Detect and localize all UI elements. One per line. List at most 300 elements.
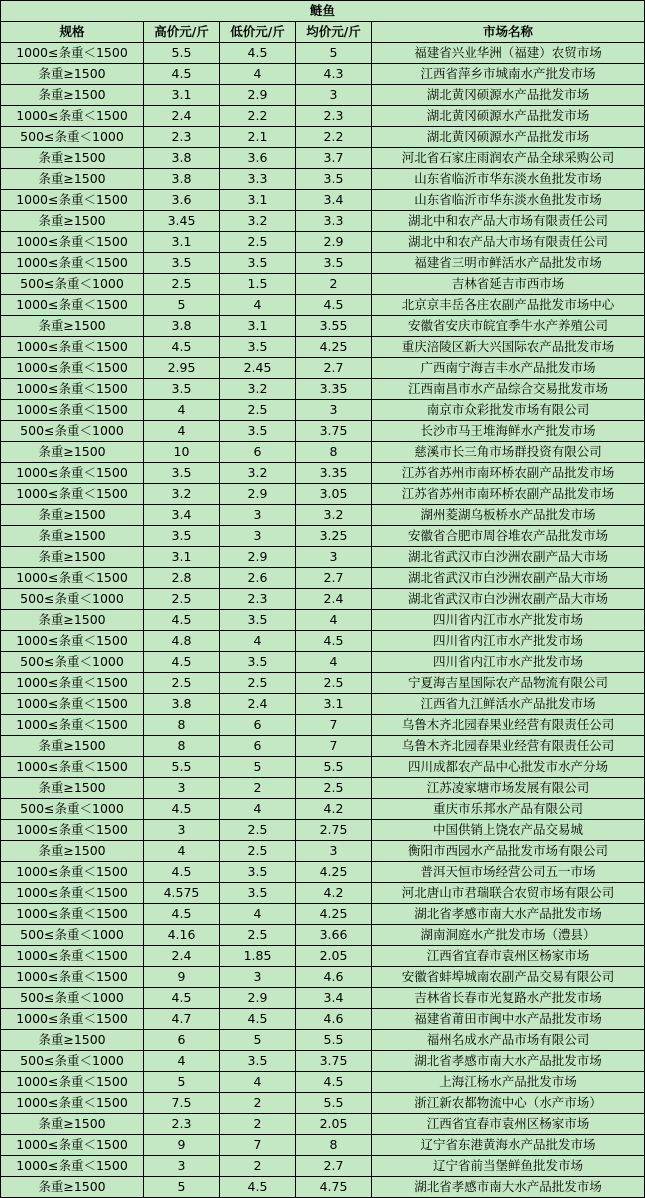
cell-high-price: 3.2 xyxy=(144,484,220,505)
table-row xyxy=(1,883,645,904)
cell-high-price: 5 xyxy=(144,1177,220,1198)
header-low-price: 低价元/斤 xyxy=(220,22,296,43)
cell-spec: 1000≤条重＜1500 xyxy=(1,43,144,64)
cell-avg-price: 4.25 xyxy=(296,862,372,883)
cell-high-price: 4.7 xyxy=(144,1009,220,1030)
cell-high-price: 3 xyxy=(144,1156,220,1177)
table-row xyxy=(1,547,645,568)
cell-high-price: 2.3 xyxy=(144,1114,220,1135)
cell-spec: 1000≤条重＜1500 xyxy=(1,967,144,988)
cell-avg-price: 3.7 xyxy=(296,148,372,169)
cell-market-name: 安徽省合肥市周谷堆农产品批发市场 xyxy=(372,526,645,547)
cell-low-price: 3 xyxy=(220,505,296,526)
cell-low-price: 5 xyxy=(220,1030,296,1051)
cell-market-name: 四川省内江市水产批发市场 xyxy=(372,631,645,652)
cell-market-name: 江西南昌市水产品综合交易批发市场 xyxy=(372,379,645,400)
cell-high-price: 8 xyxy=(144,736,220,757)
cell-high-price: 4.5 xyxy=(144,799,220,820)
cell-market-name: 江苏凌家塘市场发展有限公司 xyxy=(372,778,645,799)
cell-avg-price: 7 xyxy=(296,715,372,736)
cell-spec: 条重≥1500 xyxy=(1,736,144,757)
cell-high-price: 2.5 xyxy=(144,274,220,295)
cell-spec: 1000≤条重＜1500 xyxy=(1,820,144,841)
cell-avg-price: 3.4 xyxy=(296,988,372,1009)
cell-market-name: 乌鲁木齐北园春果业经营有限责任公司 xyxy=(372,736,645,757)
cell-high-price: 9 xyxy=(144,1135,220,1156)
cell-high-price: 4 xyxy=(144,1051,220,1072)
cell-market-name: 湖北省孝感市南大水产品批发市场 xyxy=(372,1051,645,1072)
table-row xyxy=(1,106,645,127)
cell-market-name: 长沙市马王堆海鲜水产批发市场 xyxy=(372,421,645,442)
cell-spec: 条重≥1500 xyxy=(1,505,144,526)
table-row xyxy=(1,1177,645,1198)
cell-high-price: 3 xyxy=(144,820,220,841)
cell-market-name: 湖南洞庭水产批发市场（澧县） xyxy=(372,925,645,946)
cell-spec: 条重≥1500 xyxy=(1,1114,144,1135)
cell-spec: 500≤条重＜1000 xyxy=(1,925,144,946)
cell-spec: 条重≥1500 xyxy=(1,610,144,631)
cell-low-price: 1.5 xyxy=(220,274,296,295)
cell-low-price: 2.5 xyxy=(220,400,296,421)
table-row xyxy=(1,526,645,547)
table-row xyxy=(1,967,645,988)
cell-spec: 1000≤条重＜1500 xyxy=(1,463,144,484)
cell-spec: 500≤条重＜1000 xyxy=(1,274,144,295)
cell-spec: 1000≤条重＜1500 xyxy=(1,1156,144,1177)
cell-low-price: 4 xyxy=(220,799,296,820)
cell-low-price: 2.9 xyxy=(220,547,296,568)
cell-high-price: 4.575 xyxy=(144,883,220,904)
cell-avg-price: 2.5 xyxy=(296,673,372,694)
cell-low-price: 3.2 xyxy=(220,463,296,484)
cell-market-name: 中国供销上饶农产品交易城 xyxy=(372,820,645,841)
cell-spec: 1000≤条重＜1500 xyxy=(1,904,144,925)
cell-market-name: 四川省内江市水产批发市场 xyxy=(372,610,645,631)
cell-avg-price: 3 xyxy=(296,400,372,421)
cell-market-name: 湖北黄冈硕源水产品批发市场 xyxy=(372,127,645,148)
cell-market-name: 福建省三明市鲜活水产品批发市场 xyxy=(372,253,645,274)
table-row xyxy=(1,862,645,883)
cell-low-price: 6 xyxy=(220,442,296,463)
cell-high-price: 10 xyxy=(144,442,220,463)
cell-spec: 500≤条重＜1000 xyxy=(1,799,144,820)
cell-spec: 1000≤条重＜1500 xyxy=(1,337,144,358)
cell-low-price: 3.5 xyxy=(220,253,296,274)
cell-low-price: 3.5 xyxy=(220,337,296,358)
cell-market-name: 吉林省延吉市西市场 xyxy=(372,274,645,295)
header-high-price: 高价元/斤 xyxy=(144,22,220,43)
table-row xyxy=(1,442,645,463)
cell-spec: 500≤条重＜1000 xyxy=(1,1051,144,1072)
cell-market-name: 宁夏海吉星国际农产品物流有限公司 xyxy=(372,673,645,694)
cell-market-name: 河北唐山市君瑞联合农贸市场有限公司 xyxy=(372,883,645,904)
cell-market-name: 浙江新农都物流中心（水产市场） xyxy=(372,1093,645,1114)
cell-market-name: 四川省内江市水产批发市场 xyxy=(372,652,645,673)
cell-market-name: 北京京丰岳各庄农副产品批发市场中心 xyxy=(372,295,645,316)
cell-market-name: 湖北省武汉市白沙洲农副产品大市场 xyxy=(372,547,645,568)
cell-avg-price: 3 xyxy=(296,85,372,106)
cell-spec: 500≤条重＜1000 xyxy=(1,988,144,1009)
cell-high-price: 4.8 xyxy=(144,631,220,652)
cell-spec: 1000≤条重＜1500 xyxy=(1,694,144,715)
cell-avg-price: 4.25 xyxy=(296,337,372,358)
cell-avg-price: 2.75 xyxy=(296,820,372,841)
cell-market-name: 湖北省武汉市白沙洲农副产品大市场 xyxy=(372,568,645,589)
cell-spec: 1000≤条重＜1500 xyxy=(1,883,144,904)
table-row xyxy=(1,820,645,841)
cell-spec: 1000≤条重＜1500 xyxy=(1,484,144,505)
table-row xyxy=(1,715,645,736)
cell-avg-price: 8 xyxy=(296,1135,372,1156)
cell-high-price: 4.5 xyxy=(144,610,220,631)
cell-market-name: 河北省石家庄雨润农产品全球采购公司 xyxy=(372,148,645,169)
cell-high-price: 3.8 xyxy=(144,694,220,715)
cell-spec: 1000≤条重＜1500 xyxy=(1,253,144,274)
cell-high-price: 4.16 xyxy=(144,925,220,946)
table-row xyxy=(1,211,645,232)
cell-spec: 条重≥1500 xyxy=(1,526,144,547)
cell-spec: 条重≥1500 xyxy=(1,148,144,169)
cell-market-name: 辽宁省前当堡鲜鱼批发市场 xyxy=(372,1156,645,1177)
table-title: 鲢鱼 xyxy=(1,1,645,22)
cell-market-name: 湖北省孝感市南大水产品批发市场 xyxy=(372,904,645,925)
cell-avg-price: 3.2 xyxy=(296,505,372,526)
table-row xyxy=(1,841,645,862)
cell-high-price: 9 xyxy=(144,967,220,988)
cell-low-price: 2 xyxy=(220,1093,296,1114)
cell-spec: 1000≤条重＜1500 xyxy=(1,631,144,652)
cell-spec: 条重≥1500 xyxy=(1,547,144,568)
cell-market-name: 南京市众彩批发市场有限公司 xyxy=(372,400,645,421)
cell-avg-price: 2.3 xyxy=(296,106,372,127)
cell-spec: 条重≥1500 xyxy=(1,1030,144,1051)
cell-market-name: 广西南宁海吉丰水产品批发市场 xyxy=(372,358,645,379)
cell-avg-price: 3.35 xyxy=(296,379,372,400)
cell-avg-price: 5.5 xyxy=(296,1030,372,1051)
cell-avg-price: 4.6 xyxy=(296,967,372,988)
cell-high-price: 5 xyxy=(144,1072,220,1093)
cell-low-price: 2.5 xyxy=(220,841,296,862)
cell-high-price: 5 xyxy=(144,295,220,316)
cell-market-name: 湖北中和农产品大市场有限责任公司 xyxy=(372,232,645,253)
cell-spec: 1000≤条重＜1500 xyxy=(1,190,144,211)
cell-market-name: 湖北省武汉市白沙洲农副产品大市场 xyxy=(372,589,645,610)
cell-market-name: 福建省兴业华洲（福建）农贸市场 xyxy=(372,43,645,64)
cell-spec: 1000≤条重＜1500 xyxy=(1,379,144,400)
table-row xyxy=(1,1135,645,1156)
table-row xyxy=(1,904,645,925)
table-row xyxy=(1,631,645,652)
cell-low-price: 2.1 xyxy=(220,127,296,148)
cell-low-price: 3.2 xyxy=(220,379,296,400)
cell-market-name: 湖北中和农产品大市场有限责任公司 xyxy=(372,211,645,232)
cell-spec: 条重≥1500 xyxy=(1,841,144,862)
table-row xyxy=(1,85,645,106)
table-row xyxy=(1,190,645,211)
cell-high-price: 4.5 xyxy=(144,862,220,883)
cell-high-price: 2.95 xyxy=(144,358,220,379)
table-row xyxy=(1,610,645,631)
table-row xyxy=(1,316,645,337)
cell-low-price: 3 xyxy=(220,526,296,547)
cell-high-price: 2.4 xyxy=(144,946,220,967)
cell-low-price: 3.2 xyxy=(220,211,296,232)
table-row xyxy=(1,232,645,253)
cell-high-price: 3.4 xyxy=(144,505,220,526)
cell-spec: 1000≤条重＜1500 xyxy=(1,1093,144,1114)
table-row xyxy=(1,169,645,190)
cell-spec: 条重≥1500 xyxy=(1,316,144,337)
cell-high-price: 3.6 xyxy=(144,190,220,211)
table-row xyxy=(1,358,645,379)
table-row xyxy=(1,799,645,820)
cell-spec: 1000≤条重＜1500 xyxy=(1,946,144,967)
cell-avg-price: 4.3 xyxy=(296,64,372,85)
cell-market-name: 江西省九江鲜活水产品批发市场 xyxy=(372,694,645,715)
cell-high-price: 5.5 xyxy=(144,757,220,778)
cell-low-price: 2.5 xyxy=(220,925,296,946)
cell-avg-price: 2.7 xyxy=(296,358,372,379)
cell-low-price: 1.85 xyxy=(220,946,296,967)
cell-spec: 1000≤条重＜1500 xyxy=(1,568,144,589)
table-row xyxy=(1,652,645,673)
cell-high-price: 2.5 xyxy=(144,589,220,610)
cell-low-price: 2.9 xyxy=(220,988,296,1009)
cell-high-price: 2.8 xyxy=(144,568,220,589)
cell-market-name: 江苏省苏州市南环桥农副产品批发市场 xyxy=(372,463,645,484)
cell-market-name: 山东省临沂市华东淡水鱼批发市场 xyxy=(372,190,645,211)
table-row xyxy=(1,337,645,358)
cell-market-name: 湖北黄冈硕源水产品批发市场 xyxy=(372,85,645,106)
cell-low-price: 3.5 xyxy=(220,1051,296,1072)
cell-avg-price: 2.05 xyxy=(296,946,372,967)
cell-avg-price: 2.4 xyxy=(296,589,372,610)
cell-low-price: 4.5 xyxy=(220,43,296,64)
cell-low-price: 2 xyxy=(220,1114,296,1135)
cell-spec: 条重≥1500 xyxy=(1,442,144,463)
table-row xyxy=(1,400,645,421)
table-row xyxy=(1,736,645,757)
cell-low-price: 2.9 xyxy=(220,85,296,106)
cell-high-price: 3.1 xyxy=(144,85,220,106)
cell-avg-price: 3.4 xyxy=(296,190,372,211)
cell-low-price: 3.1 xyxy=(220,316,296,337)
cell-spec: 条重≥1500 xyxy=(1,1177,144,1198)
cell-avg-price: 3.75 xyxy=(296,1051,372,1072)
header-market-name: 市场名称 xyxy=(372,22,645,43)
cell-market-name: 安徽省安庆市皖宜季牛水产养殖公司 xyxy=(372,316,645,337)
table-row xyxy=(1,148,645,169)
cell-low-price: 4.5 xyxy=(220,1177,296,1198)
cell-avg-price: 3 xyxy=(296,547,372,568)
table-row xyxy=(1,421,645,442)
table-row xyxy=(1,127,645,148)
cell-high-price: 4 xyxy=(144,841,220,862)
cell-avg-price: 2.9 xyxy=(296,232,372,253)
cell-market-name: 重庆涪陵区新大兴国际农产品批发市场 xyxy=(372,337,645,358)
table-row xyxy=(1,694,645,715)
table-row xyxy=(1,1009,645,1030)
cell-avg-price: 4.2 xyxy=(296,883,372,904)
table-row xyxy=(1,568,645,589)
cell-low-price: 5 xyxy=(220,757,296,778)
cell-low-price: 3.6 xyxy=(220,148,296,169)
cell-avg-price: 4 xyxy=(296,610,372,631)
cell-high-price: 3.5 xyxy=(144,463,220,484)
cell-spec: 条重≥1500 xyxy=(1,64,144,85)
cell-high-price: 3.1 xyxy=(144,547,220,568)
cell-spec: 条重≥1500 xyxy=(1,211,144,232)
cell-high-price: 3.5 xyxy=(144,379,220,400)
cell-spec: 1000≤条重＜1500 xyxy=(1,295,144,316)
cell-high-price: 3.8 xyxy=(144,169,220,190)
cell-market-name: 吉林省长春市光复路水产批发市场 xyxy=(372,988,645,1009)
cell-high-price: 3.5 xyxy=(144,253,220,274)
cell-high-price: 6 xyxy=(144,1030,220,1051)
cell-avg-price: 4.5 xyxy=(296,631,372,652)
cell-market-name: 福建省莆田市闽中水产品批发市场 xyxy=(372,1009,645,1030)
cell-low-price: 4 xyxy=(220,64,296,85)
cell-high-price: 4 xyxy=(144,421,220,442)
cell-spec: 1000≤条重＜1500 xyxy=(1,1009,144,1030)
cell-high-price: 8 xyxy=(144,715,220,736)
cell-high-price: 3.8 xyxy=(144,316,220,337)
cell-low-price: 2 xyxy=(220,1156,296,1177)
cell-avg-price: 5 xyxy=(296,43,372,64)
cell-avg-price: 8 xyxy=(296,442,372,463)
cell-avg-price: 3.1 xyxy=(296,694,372,715)
cell-spec: 1000≤条重＜1500 xyxy=(1,862,144,883)
cell-spec: 500≤条重＜1000 xyxy=(1,589,144,610)
cell-spec: 1000≤条重＜1500 xyxy=(1,757,144,778)
cell-low-price: 2.4 xyxy=(220,694,296,715)
cell-avg-price: 4.2 xyxy=(296,799,372,820)
cell-low-price: 3 xyxy=(220,967,296,988)
cell-avg-price: 3.25 xyxy=(296,526,372,547)
cell-market-name: 安徽省蚌埠城南农副产品交易有限公司 xyxy=(372,967,645,988)
cell-avg-price: 3.35 xyxy=(296,463,372,484)
cell-spec: 条重≥1500 xyxy=(1,169,144,190)
table-row xyxy=(1,925,645,946)
cell-low-price: 7 xyxy=(220,1135,296,1156)
cell-low-price: 6 xyxy=(220,715,296,736)
cell-spec: 1000≤条重＜1500 xyxy=(1,358,144,379)
cell-avg-price: 4.5 xyxy=(296,1072,372,1093)
table-row xyxy=(1,1072,645,1093)
cell-low-price: 4.5 xyxy=(220,1009,296,1030)
cell-spec: 1000≤条重＜1500 xyxy=(1,673,144,694)
cell-low-price: 2.6 xyxy=(220,568,296,589)
cell-avg-price: 3.3 xyxy=(296,211,372,232)
cell-avg-price: 2.7 xyxy=(296,568,372,589)
table-row xyxy=(1,1114,645,1135)
cell-high-price: 4.5 xyxy=(144,904,220,925)
table-row xyxy=(1,1051,645,1072)
cell-low-price: 3.5 xyxy=(220,652,296,673)
cell-avg-price: 4.75 xyxy=(296,1177,372,1198)
table-row xyxy=(1,1093,645,1114)
cell-avg-price: 3.55 xyxy=(296,316,372,337)
cell-market-name: 四川成都农产品中心批发市水产分场 xyxy=(372,757,645,778)
table-row xyxy=(1,778,645,799)
cell-low-price: 4 xyxy=(220,904,296,925)
cell-high-price: 4.5 xyxy=(144,988,220,1009)
header-spec: 规格 xyxy=(1,22,144,43)
cell-spec: 1000≤条重＜1500 xyxy=(1,1072,144,1093)
cell-high-price: 4 xyxy=(144,400,220,421)
cell-low-price: 3.3 xyxy=(220,169,296,190)
table-row xyxy=(1,484,645,505)
cell-market-name: 江西省萍乡市城南水产批发市场 xyxy=(372,64,645,85)
cell-avg-price: 3 xyxy=(296,841,372,862)
cell-high-price: 5.5 xyxy=(144,43,220,64)
cell-market-name: 江西省宜春市袁州区杨家市场 xyxy=(372,1114,645,1135)
cell-low-price: 2.5 xyxy=(220,673,296,694)
cell-spec: 500≤条重＜1000 xyxy=(1,421,144,442)
cell-low-price: 4 xyxy=(220,295,296,316)
table-row xyxy=(1,673,645,694)
table-row xyxy=(1,946,645,967)
cell-avg-price: 5.5 xyxy=(296,757,372,778)
table-row xyxy=(1,295,645,316)
table-row xyxy=(1,64,645,85)
cell-low-price: 2.45 xyxy=(220,358,296,379)
cell-avg-price: 3.66 xyxy=(296,925,372,946)
cell-high-price: 4.5 xyxy=(144,64,220,85)
cell-low-price: 2.5 xyxy=(220,232,296,253)
table-row xyxy=(1,988,645,1009)
cell-spec: 1000≤条重＜1500 xyxy=(1,232,144,253)
cell-avg-price: 3.75 xyxy=(296,421,372,442)
cell-avg-price: 2 xyxy=(296,274,372,295)
cell-low-price: 3.1 xyxy=(220,190,296,211)
cell-low-price: 3.5 xyxy=(220,862,296,883)
cell-low-price: 4 xyxy=(220,631,296,652)
table-row xyxy=(1,1030,645,1051)
cell-avg-price: 2.2 xyxy=(296,127,372,148)
cell-low-price: 2.3 xyxy=(220,589,296,610)
cell-low-price: 6 xyxy=(220,736,296,757)
header-avg-price: 均价元/斤 xyxy=(296,22,372,43)
table-row xyxy=(1,505,645,526)
table-row xyxy=(1,274,645,295)
cell-market-name: 湖北黄冈硕源水产品批发市场 xyxy=(372,106,645,127)
cell-high-price: 3.5 xyxy=(144,526,220,547)
cell-market-name: 慈溪市长三角市场群投资有限公司 xyxy=(372,442,645,463)
cell-high-price: 7.5 xyxy=(144,1093,220,1114)
cell-spec: 500≤条重＜1000 xyxy=(1,127,144,148)
cell-avg-price: 4.5 xyxy=(296,295,372,316)
cell-high-price: 4.5 xyxy=(144,337,220,358)
cell-market-name: 辽宁省东港黄海水产品批发市场 xyxy=(372,1135,645,1156)
cell-market-name: 乌鲁木齐北园春果业经营有限责任公司 xyxy=(372,715,645,736)
cell-market-name: 湖州菱湖乌板桥水产品批发市场 xyxy=(372,505,645,526)
cell-spec: 500≤条重＜1000 xyxy=(1,652,144,673)
cell-low-price: 2.5 xyxy=(220,820,296,841)
table-row xyxy=(1,589,645,610)
cell-avg-price: 2.7 xyxy=(296,1156,372,1177)
cell-market-name: 上海江杨水产品批发市场 xyxy=(372,1072,645,1093)
table-row xyxy=(1,1156,645,1177)
cell-avg-price: 4.6 xyxy=(296,1009,372,1030)
cell-low-price: 4 xyxy=(220,1072,296,1093)
cell-spec: 条重≥1500 xyxy=(1,778,144,799)
cell-avg-price: 3.5 xyxy=(296,169,372,190)
cell-high-price: 3.8 xyxy=(144,148,220,169)
cell-spec: 1000≤条重＜1500 xyxy=(1,1135,144,1156)
cell-low-price: 3.5 xyxy=(220,421,296,442)
cell-high-price: 2.5 xyxy=(144,673,220,694)
